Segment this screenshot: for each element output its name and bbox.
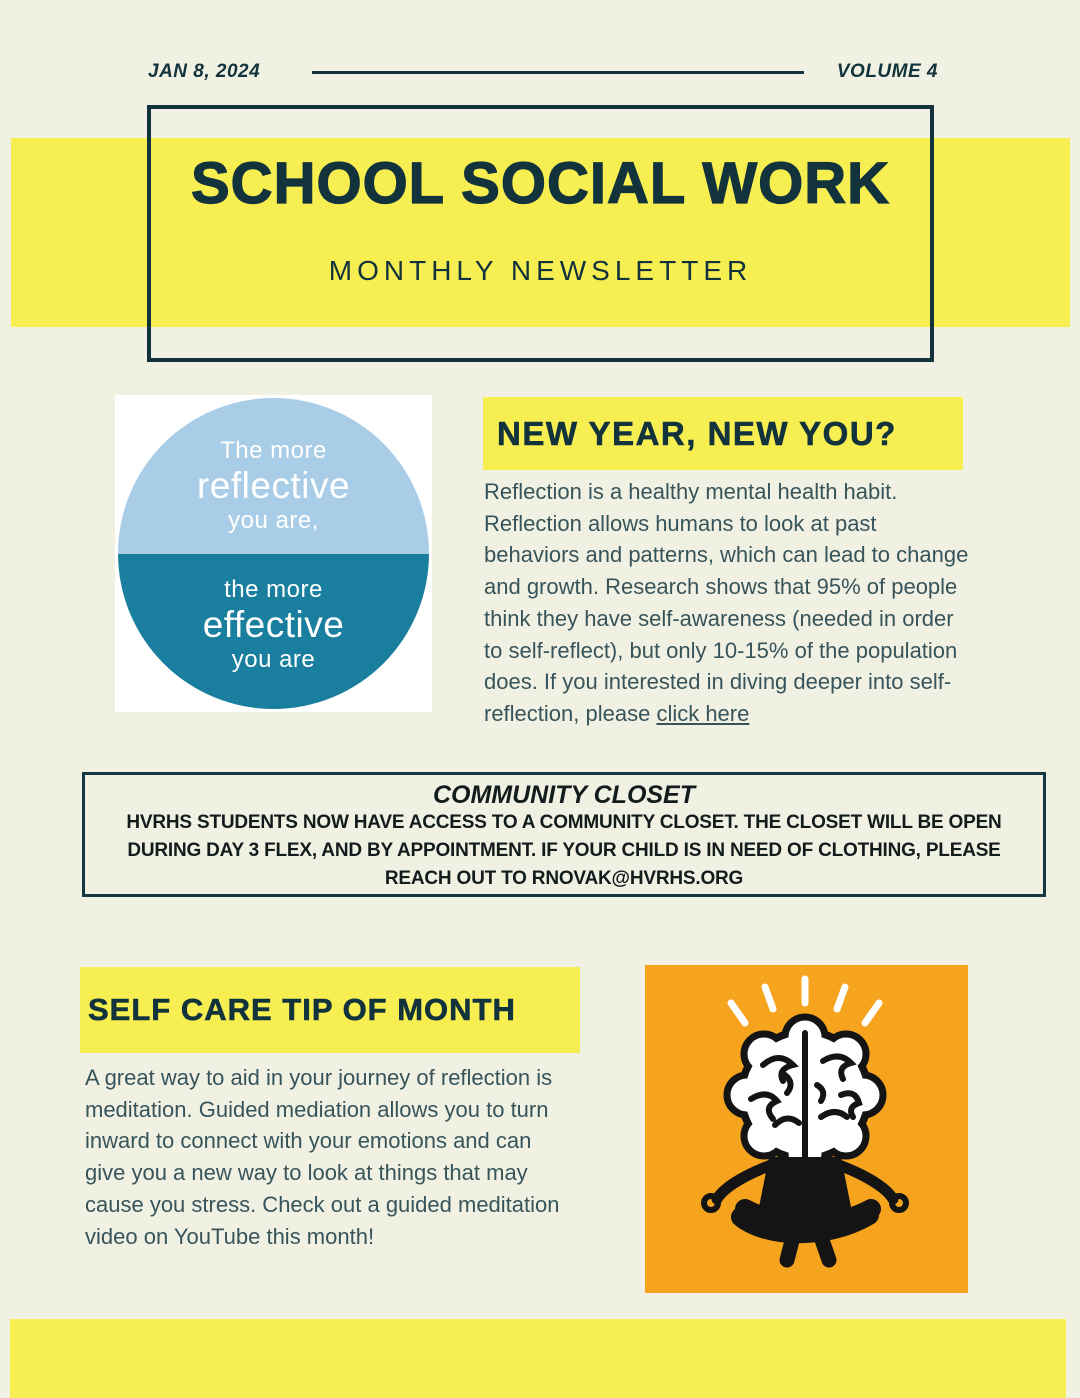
newsletter-title: SCHOOL SOCIAL WORK [191, 151, 890, 216]
self-care-heading [80, 967, 580, 1053]
circle-top-half [118, 398, 429, 554]
self-care-heading-text: SELF CARE TIP OF MONTH [88, 992, 516, 1027]
community-closet-line: HVRHS STUDENTS NOW HAVE ACCESS TO A COMMUNITY CLOSET. THE CLOSET WILL BE OPEN [126, 812, 1002, 833]
new-year-body [484, 476, 978, 730]
newsletter-subtitle: MONTHLY NEWSLETTER [328, 255, 753, 286]
community-closet-title: COMMUNITY CLOSET [432, 781, 696, 809]
community-closet-line: REACH OUT TO RNOVAK@HVRHS.ORG [384, 868, 744, 889]
meditating-body-icon [704, 1157, 906, 1260]
meditating-brain-icon [645, 965, 968, 1293]
meditation-illustration-card [645, 965, 968, 1293]
header-meta-row [148, 57, 938, 87]
quote-bottom-line1: the more [224, 575, 323, 603]
click-here-link[interactable]: click here [656, 700, 750, 726]
self-care-body: A great way to aid in your journey of reflection is meditation. Guided mediation allows you to turn inward to connect with your emotions and can give you a new way to look at things that may cause you stress. Check out a guided meditation video on YouTube this month! [85, 1065, 560, 1249]
masthead-title-box [147, 105, 934, 362]
brain-icon [727, 1017, 883, 1173]
quote-top-line1: The more [220, 436, 327, 464]
circle-bottom-half [118, 554, 429, 710]
reflective-effective-circle [118, 398, 429, 709]
footer-yellow-band [10, 1319, 1066, 1398]
volume-label: VOLUME 4 [836, 61, 938, 82]
quote-bottom-line2: effective [202, 603, 345, 645]
quote-top-line3: you are, [228, 506, 319, 534]
issue-date: JAN 8, 2024 [148, 61, 261, 82]
community-closet-line: DURING DAY 3 FLEX, AND BY APPOINTMENT. IF YOUR CHILD IS IN NEED OF CLOTHING, PLEASE [127, 840, 1001, 861]
new-year-body-text: Reflection is a healthy mental health habit. Reflection allows humans to look at past behaviors and patterns, which can lead to change and growth. Research shows that 95% of people think they have self-awareness (needed in order to self-reflect), but only 10-15% of the population does. If you interested in diving deeper into self-reflection, please [484, 479, 969, 726]
divider-rule [312, 71, 804, 74]
quote-bottom-line3: you are [231, 645, 316, 673]
new-year-heading-text: NEW YEAR, NEW YOU? [497, 414, 897, 452]
new-year-heading [483, 397, 963, 470]
quote-graphic-card [115, 395, 432, 712]
quote-top-line2: reflective [196, 464, 351, 506]
community-closet-box [82, 772, 1046, 897]
